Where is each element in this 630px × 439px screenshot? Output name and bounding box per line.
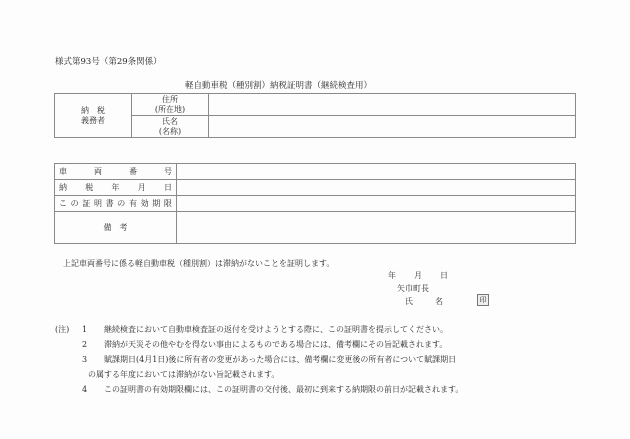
taxpayer-header-line1: 納 税 xyxy=(81,105,105,115)
name-label xyxy=(132,116,209,138)
vehicle-number-value[interactable] xyxy=(177,164,576,180)
note-item-3 xyxy=(55,352,463,367)
name-char-2: 名 xyxy=(435,297,443,306)
note-number: 2 xyxy=(82,340,88,349)
note-number: 1 xyxy=(82,325,88,334)
note-text: 滞納が天災その他やむを得ない事由によるものである場合には、備考欄にその旨記載されます。 xyxy=(104,340,448,349)
seal-stamp-icon: 印 xyxy=(477,294,489,306)
payment-date-label xyxy=(55,180,177,196)
document-title: 軽自動車税（種別割）納税証明書（継続検査用） xyxy=(185,81,373,91)
label-char: 車 xyxy=(59,166,67,176)
label-char: こ xyxy=(59,198,67,208)
notes-section xyxy=(55,322,463,397)
label-char: の xyxy=(70,198,79,208)
name-char-1: 氏 xyxy=(405,297,413,306)
label-char: 書 xyxy=(105,198,114,208)
name-label-line2: (名称) xyxy=(158,126,182,136)
date-year: 年 xyxy=(388,271,396,280)
address-label-line2: (所在地) xyxy=(154,104,186,114)
label-char: 日 xyxy=(164,182,172,192)
date-month: 月 xyxy=(414,271,422,280)
label-char: 号 xyxy=(164,166,172,176)
label-char: の xyxy=(117,198,126,208)
address-value[interactable] xyxy=(209,94,576,116)
issuer-name-label xyxy=(405,296,443,307)
address-label xyxy=(132,94,209,116)
taxpayer-header-line2: 義務者 xyxy=(81,115,105,125)
remarks-value[interactable] xyxy=(177,212,576,244)
label-char: 証 xyxy=(82,198,91,208)
name-label-line1: 氏名 xyxy=(162,116,178,126)
taxpayer-table xyxy=(54,93,576,138)
label-char: 月 xyxy=(137,182,146,192)
note-text: 継続検査において自動車検査証の返付を受けようとする際に、この証明書を提示してください。 xyxy=(104,325,448,334)
label-char: 限 xyxy=(163,198,172,208)
note-item-2 xyxy=(55,337,463,352)
note-item-4 xyxy=(55,382,463,397)
note-text: この証明書の有効期限欄には、この証明書の交付後、最初に到来する納期限の前日が記載されます。 xyxy=(104,385,464,394)
note-item-1 xyxy=(55,322,463,337)
label-char: 納 xyxy=(59,182,67,192)
name-value[interactable] xyxy=(209,116,576,138)
note-text: 賦課期日(4月1日)後に所有者の変更があった場合には、備考欄に変更後の所有者について賦課期日 xyxy=(104,355,457,364)
vehicle-number-label xyxy=(55,164,177,180)
label-char: 明 xyxy=(93,198,102,208)
note-number: 3 xyxy=(82,355,88,364)
label-char: 税 xyxy=(85,182,94,192)
date-day: 日 xyxy=(440,271,448,280)
form-number: 様式第93号（第29条関係） xyxy=(55,57,162,67)
note-item-3-continuation: の属する年度においては滞納がない旨記載されます。 xyxy=(88,370,280,379)
notes-prefix: (注) xyxy=(55,325,70,334)
label-char: 有 xyxy=(128,198,137,208)
issuer-office: 矢巾町長 xyxy=(397,284,429,293)
label-char: 番 xyxy=(129,166,137,176)
vehicle-detail-table xyxy=(54,163,576,244)
label-char: 両 xyxy=(94,166,102,176)
label-char: 期 xyxy=(152,198,161,208)
taxpayer-header xyxy=(55,94,132,138)
note-number: 4 xyxy=(82,385,88,394)
payment-date-value[interactable] xyxy=(177,180,576,196)
certification-statement: 上記車両番号に係る軽自動車税（種別割）は滞納がないことを証明します。 xyxy=(63,259,335,268)
validity-period-label xyxy=(55,196,177,212)
validity-period-value[interactable] xyxy=(177,196,576,212)
label-char: 効 xyxy=(140,198,149,208)
label-char: 年 xyxy=(111,182,120,192)
address-label-line1: 住所 xyxy=(162,94,178,104)
remarks-label: 備 考 xyxy=(55,212,177,244)
issue-date xyxy=(388,270,466,281)
